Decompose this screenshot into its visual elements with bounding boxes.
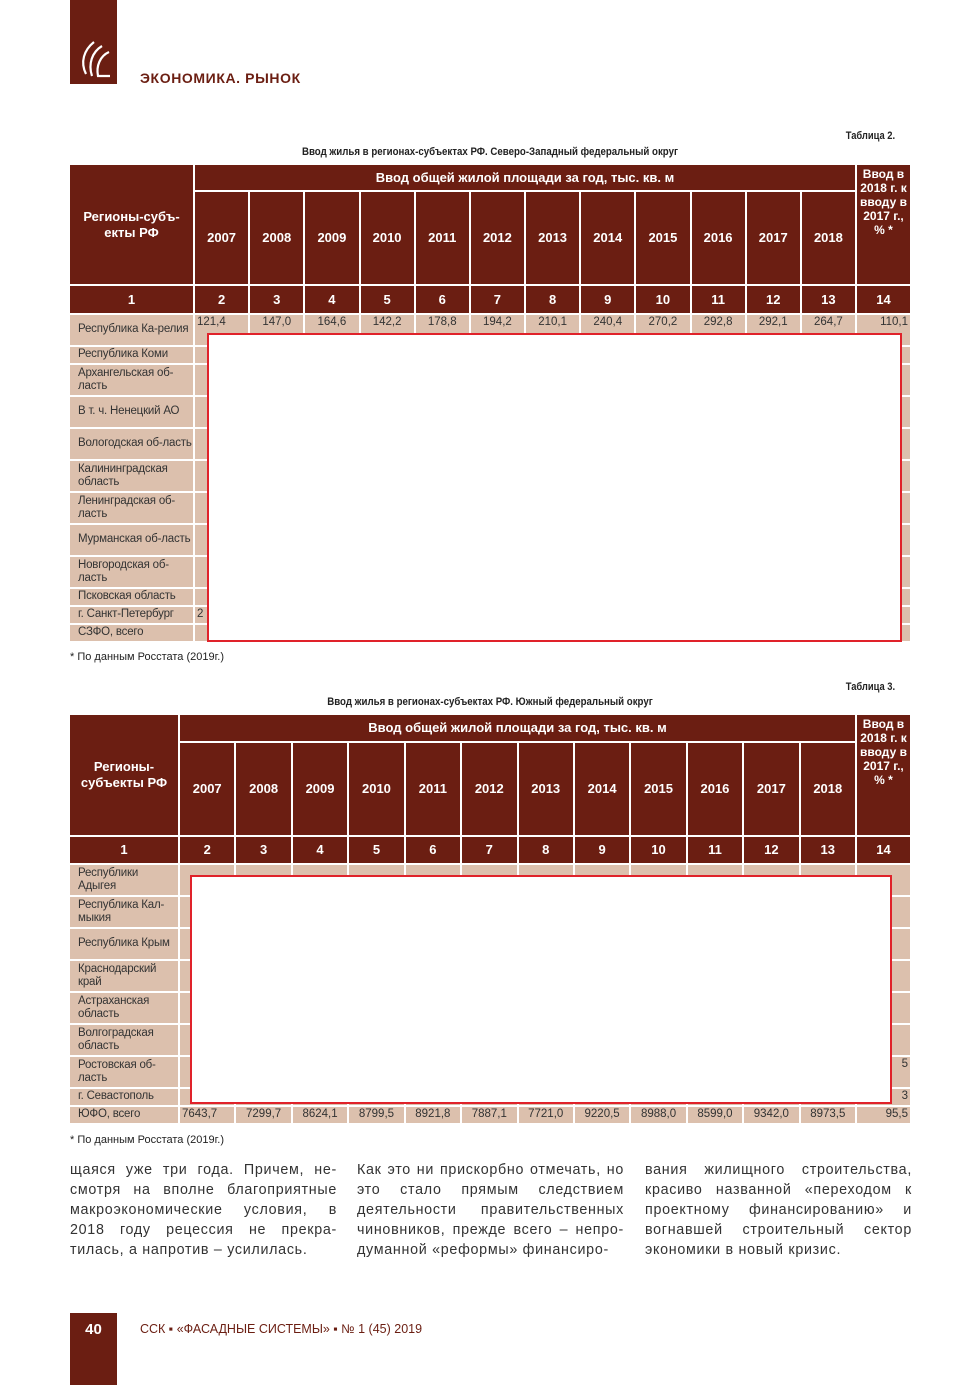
table-cell: 142,2 [361,315,414,345]
column-number: 11 [688,837,742,863]
column-number: 8 [526,286,579,313]
column-number: 14 [857,286,910,313]
column-header-year: 2017 [747,192,800,284]
row-region-name: Ленинградская об-ласть [70,493,193,523]
table-cell: 178,8 [416,315,469,345]
table-title: Ввод жилья в регионах-субъектах РФ. Южный федеральный округ [327,696,653,708]
text-column-1: щаяся уже три года. Причем, не-смотря на вполне благоприятные макроэкономические условия, в 2018 году рецессия не прекра-тилась, а напротив – усилилась. [70,1162,337,1258]
column-number: 7 [471,286,524,313]
footer-text: ССК ▪ «ФАСАДНЫЕ СИСТЕМЫ» ▪ № 1 (45) 2019 [140,1322,423,1336]
table-cell: 7299,7 [236,1107,290,1123]
table-cell: 147,0 [250,315,303,345]
row-region-name: Республика Крым [70,929,178,959]
row-region-name: Республика Коми [70,347,193,363]
row-region-name: Вологодская об-ласть [70,429,193,459]
row-region-name: Республика Кал-мыкия [70,897,178,927]
column-number: 2 [180,837,234,863]
column-header-group: Ввод общей жилой площади за год, тыс. кв. м [180,715,855,741]
row-region-name: Астраханская область [70,993,178,1023]
row-region-name: Волгоградская область [70,1025,178,1055]
table-cell: 292,8 [692,315,745,345]
table-cell: 210,1 [526,315,579,345]
table-cell: 264,7 [802,315,855,345]
column-number: 4 [305,286,358,313]
table-cell: 7887,1 [462,1107,516,1123]
row-region-name: Республики Адыгея [70,865,178,895]
column-number: 1 [70,837,178,863]
row-region-name: Псковская область [70,589,193,605]
table-title: Ввод жилья в регионах-субъектах РФ. Северо-Западный федеральный округ [301,146,678,158]
column-header-year: 2013 [519,743,573,835]
column-number: 12 [747,286,800,313]
column-header-year: 2014 [581,192,634,284]
column-number: 7 [462,837,516,863]
table-cell: 194,2 [471,315,524,345]
row-region-name: г. Санкт-Петербург [70,607,193,623]
column-header-region: Регионы-субъ-екты РФ [70,165,193,284]
table-cell: 8799,5 [349,1107,403,1123]
column-number: 9 [581,286,634,313]
column-header-year: 2007 [180,743,234,835]
column-header-year: 2018 [801,743,855,835]
column-number: 6 [416,286,469,313]
text-column-2: Как это ни прискорбно отмечать, но это стало прямым следствием деятельности правительственных чиновников, прежде всего – непро-думанной «реформы» финансиро- [357,1162,624,1258]
table-label: Таблица 2. [845,130,895,142]
column-number: 4 [293,837,347,863]
column-number: 10 [636,286,689,313]
table-cell: 7643,7 [180,1107,234,1123]
logo-icon [76,38,112,78]
column-number: 3 [250,286,303,313]
footnote: * По данным Росстата (2019г.) [70,1134,224,1146]
column-header-year: 2017 [744,743,798,835]
table-cell: 3 [857,1089,910,1105]
column-header-year: 2015 [631,743,685,835]
column-number: 13 [801,837,855,863]
column-number: 8 [519,837,573,863]
table-label: Таблица 3. [845,681,895,693]
table-cell: 8988,0 [631,1107,685,1123]
text-column-3: вания жилищного строительства, красиво названной «переходом к проектному финансированию» и вогнавшей строительный сектор экономики в новый кризис. [645,1162,912,1258]
row-region-name: СЗФО, всего [70,625,193,641]
column-header-ratio: Ввод в 2018 г. к вводу в 2017 г., % * [857,715,910,835]
column-header-group: Ввод общей жилой площади за год, тыс. кв. м [195,165,855,190]
row-region-name: Ростовская об-ласть [70,1057,178,1087]
column-header-ratio: Ввод в 2018 г. к вводу в 2017 г., % * [857,165,910,284]
column-header-year: 2015 [636,192,689,284]
column-number: 10 [631,837,685,863]
column-header-year: 2008 [236,743,290,835]
table-cell: 9342,0 [744,1107,798,1123]
row-region-name: Новгородская об-ласть [70,557,193,587]
table-cell: 5 [857,1057,910,1087]
row-region-name: г. Севастополь [70,1089,178,1105]
table-cell: 8921,8 [406,1107,460,1123]
row-region-name: В т. ч. Ненецкий АО [70,397,193,427]
row-region-name: ЮФО, всего [70,1107,178,1123]
column-header-year: 2016 [692,192,745,284]
footnote: * По данным Росстата (2019г.) [70,651,224,663]
column-header-year: 2018 [802,192,855,284]
column-header-year: 2014 [575,743,629,835]
table-cell: 2 [195,607,248,623]
redaction-box [190,875,892,1104]
table-cell: 95,5 [857,1107,910,1123]
table-cell: 7721,0 [519,1107,573,1123]
column-header-year: 2010 [361,192,414,284]
column-header-year: 2008 [250,192,303,284]
table-cell: 8624,1 [293,1107,347,1123]
section-title: ЭКОНОМИКА. РЫНОК [140,70,301,86]
redaction-box [207,333,902,642]
column-header-year: 2009 [293,743,347,835]
row-region-name: Республика Ка-релия [70,315,193,345]
column-number: 12 [744,837,798,863]
table-cell: 240,4 [581,315,634,345]
column-number: 6 [406,837,460,863]
column-number: 5 [349,837,403,863]
column-number: 14 [857,837,910,863]
table-cell: 110,1 [857,315,910,345]
column-header-year: 2009 [305,192,358,284]
column-header-year: 2011 [406,743,460,835]
column-header-year: 2011 [416,192,469,284]
table-cell: 292,1 [747,315,800,345]
row-region-name: Краснодарский край [70,961,178,991]
column-header-year: 2012 [462,743,516,835]
table-cell: 8973,5 [801,1107,855,1123]
page-number: 40 [70,1313,117,1385]
column-header-year: 2012 [471,192,524,284]
row-region-name: Архангельская об-ласть [70,365,193,395]
table-cell: 270,2 [636,315,689,345]
row-region-name: Мурманская об-ласть [70,525,193,555]
column-header-year: 2010 [349,743,403,835]
table-cell: 8599,0 [688,1107,742,1123]
column-number: 5 [361,286,414,313]
column-number: 3 [236,837,290,863]
column-number: 9 [575,837,629,863]
column-header-region: Регионы-субъекты РФ [70,715,178,835]
table-cell: 9220,5 [575,1107,629,1123]
table-cell: 121,4 [195,315,248,345]
column-number: 2 [195,286,248,313]
column-number: 11 [692,286,745,313]
table-cell: 164,6 [305,315,358,345]
column-header-year: 2007 [195,192,248,284]
column-number: 13 [802,286,855,313]
column-number: 1 [70,286,193,313]
row-region-name: Калининградская область [70,461,193,491]
column-header-year: 2013 [526,192,579,284]
column-header-year: 2016 [688,743,742,835]
